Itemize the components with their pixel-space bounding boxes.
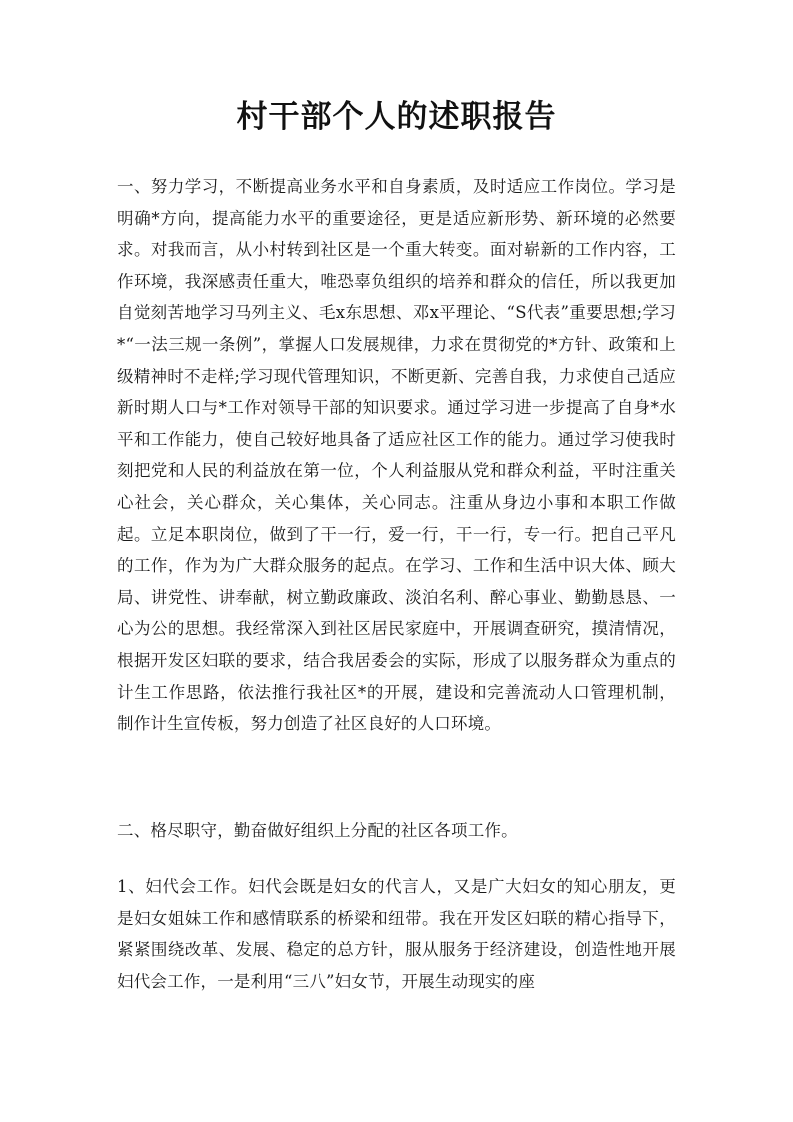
document-title: 村干部个人的述职报告	[236, 99, 557, 135]
paragraph-study: 一、努力学习，不断提高业务水平和自身素质，及时适应工作岗位。学习是明确*方向，提高能力水平的重要途径，更是适应新形势、新环境的必然要求。对我而言，从小村转到社区是一个重大转变。面对崭新的工作内容，工作环境，我深感责任重大，唯恐辜负组织的培养和群众的信任，所以我更加自觉刻苦地学习马列主义、毛x东思想、邓x平理论、“S代表”重要思想;学习*“一法三规一条例”，掌握人口发展规律，力求在贯彻党的*方针、政策和上级精神时不走样;学习现代管理知识，不断更新、完善自我，力求使自己适应新时期人口与*工作对领导干部的知识要求。通过学习进一步提高了自身*水平和工作能力，使自己较好地具备了适应社区工作的能力。通过学习使我时刻把党和人民的利益放在第一位，个人利益服从党和群众利益，平时注重关心社会，关心群众，关心集体，关心同志。注重从身边小事和本职工作做起。立足本职岗位，做到了干一行，爱一行，干一行，专一行。把自己平凡的工作，作为为广大群众服务的起点。在学习、工作和生活中识大体、顾大局、讲党性、讲奉献，树立勤政廉政、淡泊名利、醉心事业、勤勤恳恳、一心为公的思想。我经常深入到社区居民家庭中，开展调查研究，摸清情况，根据开发区妇联的要求，结合我居委会的实际，形成了以服务群众为重点的计生工作思路，依法推行我社区*的开展，建设和完善流动人口管理机制，制作计生宣传板，努力创造了社区良好的人口环境。	[117, 177, 676, 734]
paragraph-duties-heading: 二、格尽职守，勤奋做好组织上分配的社区各项工作。	[117, 821, 518, 840]
paragraph-womens-federation: 1、妇代会工作。妇代会既是妇女的代言人，又是广大妇女的知心朋友，更是妇女姐妹工作和感情联系的桥梁和纽带。我在开发区妇联的精心指导下，紧紧围绕改革、发展、稳定的总方针，服从服务于经济建设，创造性地开展妇代会工作，一是利用“三八”妇女节，开展生动现实的座	[117, 877, 676, 991]
